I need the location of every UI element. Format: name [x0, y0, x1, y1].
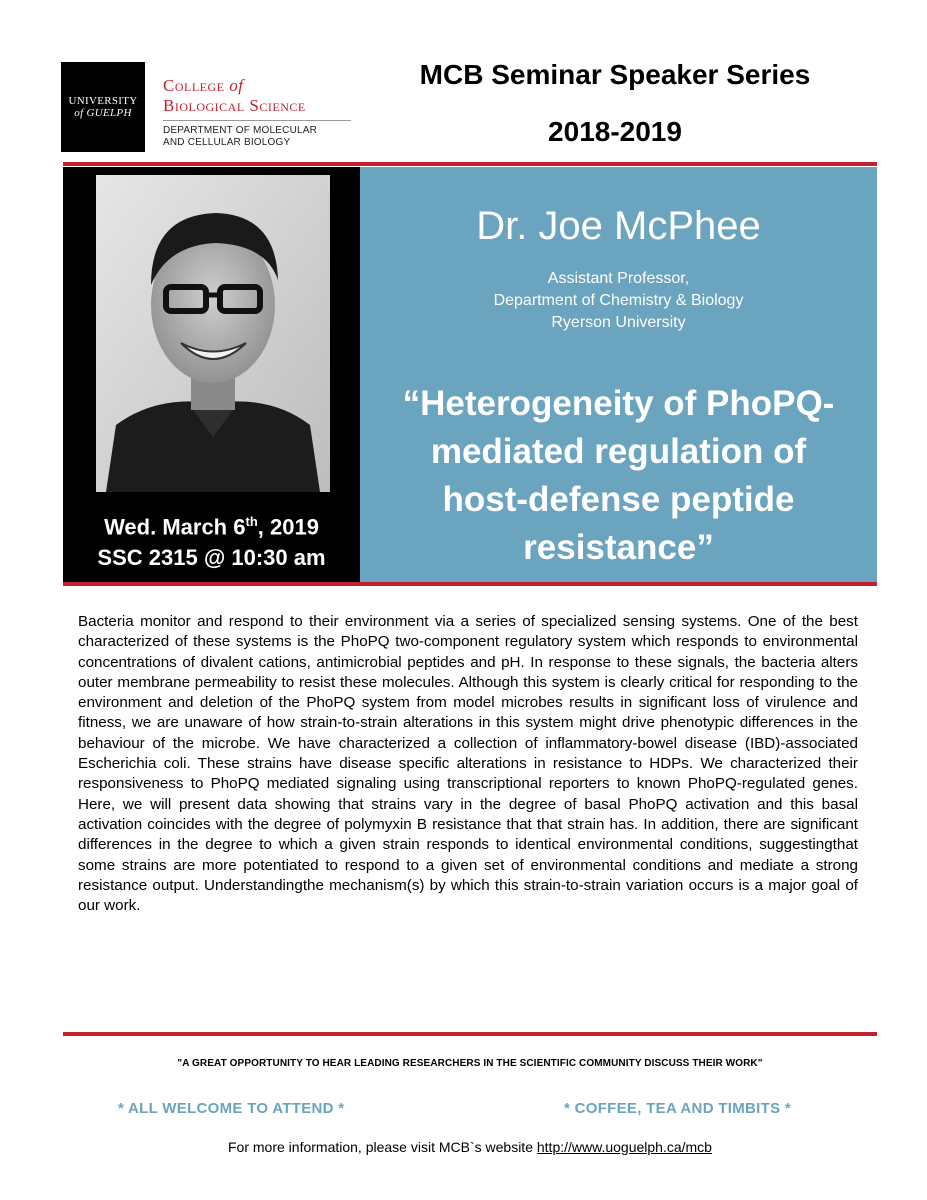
series-year: 2018-2019	[548, 116, 682, 147]
department-name	[163, 125, 317, 149]
event-location: SSC 2315 @ 10:30 am	[97, 545, 326, 570]
speaker-department: Department of Chemistry & Biology	[493, 292, 744, 309]
talk-title-line4: resistance”	[523, 528, 714, 567]
university-name-line2: of GUELPH	[74, 107, 132, 119]
talk-title-line3: host-defense peptide	[442, 480, 795, 519]
college-name	[163, 76, 306, 116]
event-date-year: , 2019	[257, 514, 319, 540]
university-name-line1: UNIVERSITY	[68, 95, 138, 107]
talk-title	[370, 380, 867, 572]
more-info-text: For more information, please visit MCB`s website	[228, 1139, 537, 1155]
college-line2: Biological Science	[163, 96, 306, 115]
event-date-suffix: th	[245, 514, 258, 529]
speaker-position: Assistant Professor,	[547, 270, 690, 287]
all-welcome-note: * ALL WELCOME TO ATTEND *	[118, 1100, 345, 1117]
top-red-rule	[63, 162, 877, 166]
footer-red-rule	[63, 1032, 877, 1036]
opportunity-tagline: "A GREAT OPPORTUNITY TO HEAR LEADING RESEARCHERS IN THE SCIENTIFIC COMMUNITY DISCUSS THEIR WORK"	[177, 1058, 763, 1069]
speaker-photo	[96, 175, 330, 492]
more-info-line	[63, 1139, 877, 1155]
talk-title-line2: mediated regulation of	[430, 432, 807, 471]
coffee-note: * COFFEE, TEA AND TIMBITS *	[564, 1100, 791, 1117]
department-divider	[163, 120, 351, 121]
college-prefix: College	[163, 76, 225, 95]
panel-bottom-red-rule	[63, 582, 877, 586]
college-of: of	[229, 76, 244, 95]
mcb-website-link[interactable]: http://www.uoguelph.ca/mcb	[536, 1139, 712, 1155]
department-line2: AND CELLULAR BIOLOGY	[163, 137, 291, 148]
speaker-institution: Ryerson University	[551, 314, 686, 331]
talk-title-line1: “Heterogeneity of PhoPQ-	[402, 384, 835, 423]
speaker-affiliation	[360, 268, 877, 334]
event-date-prefix: Wed. March 6	[104, 514, 246, 540]
abstract-text: Bacteria monitor and respond to their environment via a series of specialized sensing systems. One of the best characterized of these systems is the PhoPQ two-component regulatory system which responds to environmental concentrations of divalent cations, antimicrobial peptides and pH. In response to these signals, the bacteria alters outer membrane permeability to resist these molecules. Although this system is clearly critical for responding to the environment and deletion of the PhoPQ system from model microbes results in significant loss of virulence and fitness, we are unaware of how strain-to-strain alterations in this system might drive phenotypic differences in the behaviour of the microbe. We have characterized a collection of inflammatory-bowel disease (IBD)-associated Escherichia coli. These strains have disease specific alterations in resistance to HDPs. We characterized their responsiveness to PhoPQ mediated signaling using transcriptional reporters to known PhoPQ-regulated genes. Here, we will present data showing that strains vary in the degree of basal PhoPQ activation and this basal activation coincides with the degree of polymyxin B resistance that that strain has. In addition, there are significant differences in the degree to which a given strain responds to identical environmental conditions, suggestingthat some strains are more potentiated to respond to a given set of environmental conditions and mediate a strong resistance output. Understandingthe mechanism(s) by which this strain-to-strain variation occurs is a major goal of our work.	[78, 613, 858, 915]
speaker-portrait-image	[96, 175, 330, 492]
speaker-name: Dr. Joe McPhee	[476, 204, 761, 248]
series-title: MCB Seminar Speaker Series	[419, 59, 811, 90]
department-line1: DEPARTMENT OF MOLECULAR	[163, 125, 318, 136]
university-logo	[61, 62, 145, 152]
event-date	[63, 508, 360, 541]
